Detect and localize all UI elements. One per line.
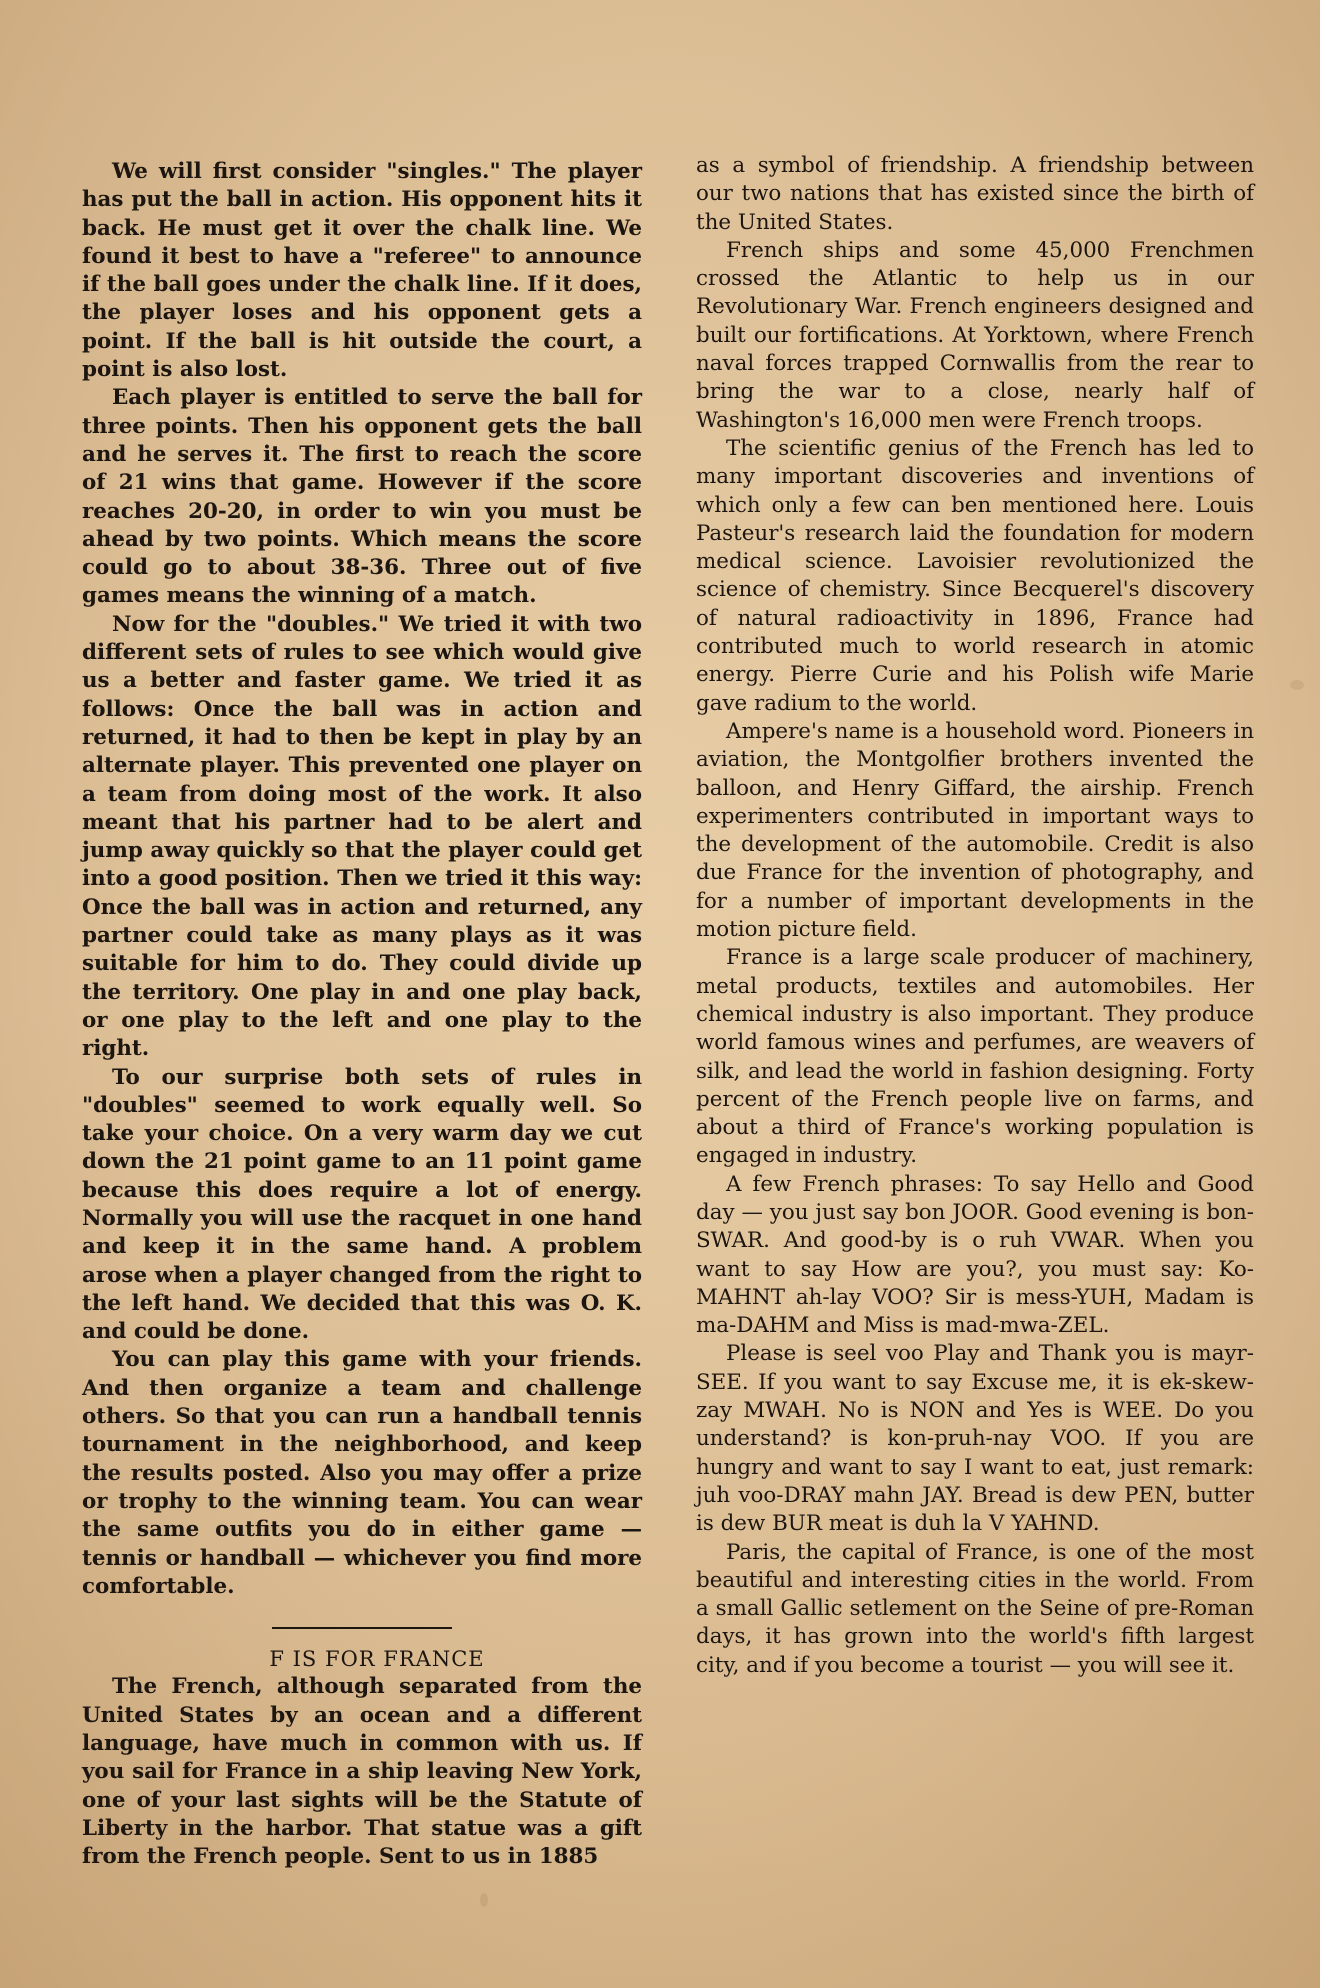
right-column <box>696 152 1254 1680</box>
paragraph-paris: Paris, the capital of France, is one of the most beautiful and interesting cities in the world. From a small Gallic setlement on the Seine of pre-Roman days, it has grown into the world's fifth largest city, and if you become a tourist — you will see it. <box>696 1539 1254 1678</box>
paragraph-france-intro: The French, although separated from the United States by an ocean and a different language, have much in common with us. If you sail for France in a ship leaving New York, one of your last sights will be the Statute of Liberty in the harbor. That statue was a gift from the French people. Sent to us in 1885 <box>82 1674 642 1870</box>
paragraph-phrases-greetings: A few French phrases: To say Hello and Good day — you just say bon JOOR. Good evening is bon-SWAR. And good-by is o ruh VWAR. When you want to say How are you?, you must say: Ko-MAHNT ah-lay VOO? Sir is mess-YUH, Madam is ma-DAHM and Miss is mad-mwa-ZEL. <box>696 1171 1254 1339</box>
paragraph-doubles: Now for the "doubles." We tried it with two different sets of rules to see which would give us a better and faster game. We tried it as follows: Once the ball was in action and returned, it had to then be kept in play by an alternate player. This prevented one player on a team from doing most of the work. It also meant that his partner had to be alert and jump away quickly so that the player could get into a good position. Then we tried it this way: Once the ball was in action and returned, any partner could take as many plays as it was suitable for him to do. They could divide up the territory. One play in and one play back, or one play to the left and one play to the right. <box>82 611 642 1062</box>
paragraph-phrases-manners: Please is seel voo Play and Thank you is mayr-SEE. If you want to say Excuse me, it is ek-skew-zay MWAH. No is NON and Yes is WEE. Do you understand? is kon-pruh-nay VOO. If you are hungry and want to say I want to eat, just remark: juh voo-DRAY mahn JAY. Bread is dew PEN, butter is dew BUR meat is duh la V YAHND. <box>696 1341 1254 1537</box>
paragraph-scientific-genius: The scientific genius of the French has led to many important discoveries and inventions of which only a few can ben mentioned here. Louis Pasteur's research laid the foundation for modern medical science. Lavoisier revolutionized the science of chemistry. Since Becquerel's discovery of natural radioactivity in 1896, France had contributed much to world research in atomic energy. Pierre Curie and his Polish wife Marie gave radium to the world. <box>696 435 1254 716</box>
paragraph-tournament: You can play this game with your friends. And then organize a team and challenge others. So that you can run a handball tennis tournament in the neighborhood, and keep the results posted. Also you may offer a prize or trophy to the winning team. You can wear the same outfits you do in either game — tennis or handball — whichever you find more comfortable. <box>82 1347 642 1599</box>
paragraph-serving: Each player is entitled to serve the ball for three points. Then his opponent gets the ball and he serves it. The first to reach the score of 21 wins that game. However if the score reaches 20-20, in order to win you must be ahead by two points. Which means the score could go to about 38-36. Three out of five games means the winning of a match. <box>82 385 642 609</box>
paragraph-friendship: as a symbol of friendship. A friendship between our two nations that has existed since the birth of the United States. <box>696 153 1254 235</box>
section-heading: F IS FOR FRANCE <box>269 1647 485 1672</box>
paper-stain <box>480 1893 488 1907</box>
section-divider <box>272 1627 452 1629</box>
paragraph-singles: We will first consider "singles." The player has put the ball in action. His opponent hits it back. He must get it over the chalk line. We found it best to have a "referee" to announce if the ball goes under the chalk line. If it does, the player loses and his opponent gets a point. If the ball is hit outside the court, a point is also lost. <box>82 159 642 383</box>
paragraph-doubles-rules: To our surprise both sets of rules in "doubles" seemed to work equally well. So take your choice. On a very warm day we cut down the 21 point game to an 11 point game because this does require a lot of energy. Normally you will use the racquet in one hand and keep it in the same hand. A problem arose when a player changed from the right to the left hand. We decided that this was O. K. and could be done. <box>82 1064 642 1345</box>
paragraph-industry: France is a large scale producer of machinery, metal products, textiles and automobiles. Her chemical industry is also important. They produce world famous wines and perfumes, are weavers of silk, and lead the world in fashion designing. Forty percent of the French people live on farms, and about a third of France's working population is engaged in industry. <box>696 945 1254 1169</box>
left-column <box>82 158 642 1872</box>
paragraph-revolutionary-war: French ships and some 45,000 Frenchmen crossed the Atlantic to help us in our Revolutionary War. French engineers designed and built our fortifications. At Yorktown, where French naval forces trapped Cornwallis from the rear to bring the war to a close, nearly half of Washington's 16,000 men were French troops. <box>696 237 1254 433</box>
paper-stain <box>1290 680 1304 690</box>
paragraph-inventions: Ampere's name is a household word. Pioneers in aviation, the Montgolfier brothers invented the balloon, and Henry Giffard, the airship. French experimenters contributed in important ways to the development of the automobile. Credit is also due France for the invention of photography, and for a number of important developments in the motion picture field. <box>696 718 1254 943</box>
